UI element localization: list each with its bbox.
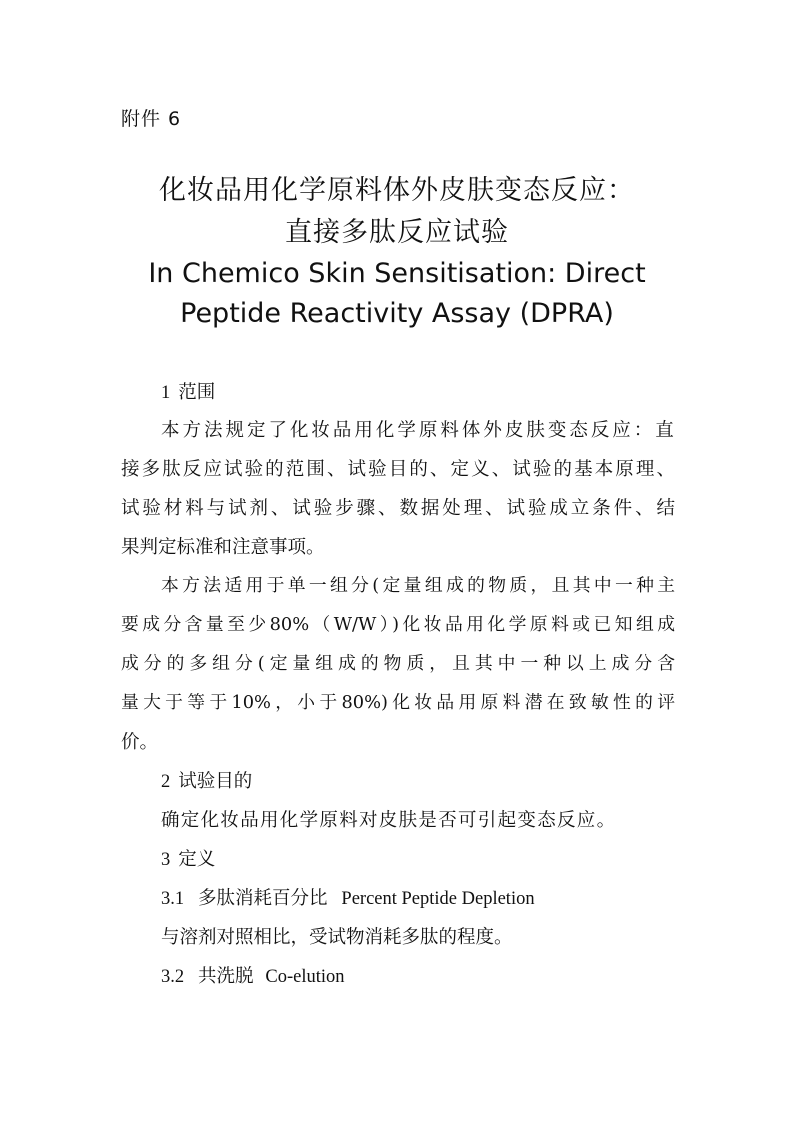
section-3-heading [161,845,215,871]
definition-3-1-number: 3.1 [161,889,185,909]
s1-p1-line2: 接多肽反应试验的范围、试验目的、定义、试验的基本原理、 [121,459,675,480]
attachment-label: 附件 6 [121,108,182,130]
section-1-number: 1 [161,383,171,403]
document-title [100,170,694,334]
s1-p2-line1: 本方法适用于单一组分(定量组成的物质，且其中一种主 [161,575,675,596]
section-1-title: 范围 [178,382,216,403]
definition-3-2 [161,962,345,988]
s2-p1: 确定化妆品用化学原料对皮肤是否可引起变态反应。 [161,810,617,831]
section-1-heading [161,378,215,404]
title-en-line2: Peptide Reactivity Assay (DPRA) [180,298,614,329]
section-3-title: 定义 [178,849,216,870]
definition-3-1 [161,884,535,910]
title-cn-line2: 直接多肽反应试验 [285,217,509,248]
section-2-heading [161,767,252,793]
section-3-number: 3 [161,850,171,870]
title-cn-line1: 化妆品用化学原料体外皮肤变态反应： [159,175,635,206]
s1-p1-line4: 果判定标准和注意事项。 [121,537,325,558]
s1-p2-line3: 成分的多组分(定量组成的物质，且其中一种以上成分含 [121,653,675,674]
definition-3-2-term-cn: 共洗脱 [198,966,254,987]
section-2-title: 试验目的 [178,771,253,792]
s1-p1-line3: 试验材料与试剂、试验步骤、数据处理、试验成立条件、结 [121,498,675,519]
section-2-number: 2 [161,772,171,792]
definition-3-1-text: 与溶剂对照相比，受试物消耗多肽的程度。 [161,927,513,948]
s1-p2-line2: 要成分含量至少80%（W/W）)化妆品用化学原料或已知组成 [121,614,675,635]
definition-3-1-term-cn: 多肽消耗百分比 [198,888,328,909]
s1-p1-line1: 本方法规定了化妆品用化学原料体外皮肤变态反应：直 [161,420,675,441]
s1-p2-line4: 量大于等于10%，小于80%)化妆品用原料潜在致敏性的评 [121,692,675,713]
definition-3-1-term-en: Percent Peptide Depletion [341,889,535,909]
title-en-line1: In Chemico Skin Sensitisation: Direct [148,258,646,289]
s1-p2-line5: 价。 [121,732,159,753]
definition-3-2-term-en: Co-elution [265,967,345,987]
definition-3-2-number: 3.2 [161,967,185,987]
